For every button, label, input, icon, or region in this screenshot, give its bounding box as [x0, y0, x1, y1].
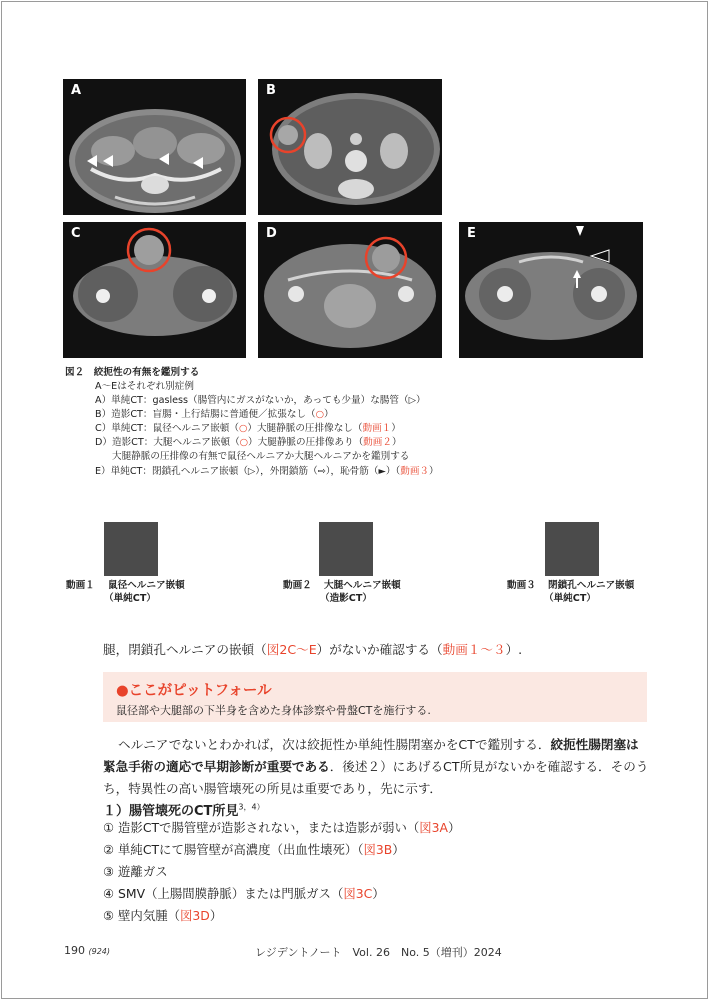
ct-scan-b	[258, 79, 442, 215]
video-1-link[interactable]: 動画１	[362, 423, 392, 434]
red-circle-mark: ○	[239, 437, 249, 448]
video-1-title: 鼠径ヘルニア嵌頓	[108, 580, 185, 591]
figure-title: 絞扼性の有無を鑑別する	[93, 367, 200, 378]
page-number-value: 190	[64, 944, 85, 957]
list-text: ① 造影CTで腸管壁が造影されない，または造影が弱い（	[103, 820, 420, 835]
ct-scan-a	[63, 79, 246, 215]
ct-scan-c	[63, 222, 246, 358]
caption-b-end: ）	[323, 409, 334, 420]
list-text-end: ）	[372, 886, 385, 901]
video-1-thumbnail[interactable]	[104, 522, 158, 576]
caption-d-mid: ）大腿静脈の圧排像あり（	[248, 437, 364, 448]
figure-3b-link[interactable]: 図3B	[363, 842, 393, 857]
list-text-end: ）	[392, 842, 405, 857]
panel-letter: A	[71, 83, 82, 98]
journal-info: レジデントノート Vol. 26 No. 5（増刊）2024	[255, 946, 502, 959]
caption-e	[95, 465, 439, 478]
caption-c-mid: ）大腿静脈の圧排像なし（	[247, 423, 363, 434]
video-3-label: 動画３	[507, 580, 536, 591]
list-item	[103, 862, 168, 880]
original-page-number: (924)	[88, 947, 111, 956]
list-item	[103, 906, 222, 924]
caption-c	[95, 422, 401, 435]
list-text: ④ SMV（上腸間膜静脈）または門脈ガス（	[103, 886, 344, 901]
list-item	[103, 884, 385, 902]
paragraph-text: ヘルニアでないとわかれば，次は絞扼性か単純性腸閉塞かをCTで鑑別する．	[118, 737, 551, 752]
body-line	[103, 639, 522, 661]
caption-a: A）単純CT：gasless（腸管内にガスがないか，あっても少量）な腸管（▷）	[95, 395, 426, 406]
panel-letter: B	[266, 83, 276, 98]
caption-d-end: ）	[391, 437, 402, 448]
paragraph-line-2	[103, 756, 648, 778]
list-text-end: ）	[209, 908, 223, 923]
ct-image-a	[63, 79, 246, 215]
caption-b-text: B）造影CT：盲腸・上行結腸に普通便／拡張なし（	[95, 409, 316, 420]
ct-image-d	[258, 222, 442, 358]
ct-scan-e	[459, 222, 643, 358]
paragraph-line-3: ち，特異性の高い腸管壊死の所見は重要であり，先に示す．	[103, 781, 443, 796]
video-2-thumbnail[interactable]	[319, 522, 373, 576]
red-circle-mark: ○	[238, 423, 248, 434]
video-3-title: 閉鎖孔ヘルニア嵌頓	[548, 580, 635, 591]
figure-caption-title	[65, 366, 199, 379]
video-1-3-link[interactable]: 動画１～３	[442, 642, 506, 657]
caption-c-text: C）単純CT：鼠径ヘルニア嵌頓（	[95, 423, 239, 434]
body-text: ）.	[505, 642, 523, 657]
paragraph-bold: 緊急手術の適応で早期診断が重要である	[103, 759, 330, 774]
red-circle-mark: ○	[315, 409, 324, 420]
video-2-label: 動画２	[283, 580, 312, 591]
video-3-link[interactable]: 動画３	[400, 466, 430, 477]
caption-d-note: 大腿静脈の圧排像の有無で鼠径ヘルニアか大腿ヘルニアかを鑑別する	[112, 451, 410, 462]
figure-2ce-link[interactable]: 図2C～E	[266, 642, 317, 657]
panel-letter: D	[266, 226, 277, 241]
video-1-label: 動画１	[66, 580, 95, 591]
paragraph-text: ．後述２）にあげるCT所見がないかを確認する．そのう	[329, 759, 649, 774]
paragraph-bold: 絞扼性腸閉塞は	[550, 737, 639, 752]
pitfall-text: 鼠径部や大腿部の下半身を含めた身体診察や骨盤CTを施行する.	[116, 704, 431, 717]
caption-b	[95, 408, 334, 421]
caption-e-text: E）単純CT：閉鎖孔ヘルニア嵌頓（▷），外閉鎖筋（⇨），恥骨筋（►）（	[95, 466, 401, 477]
video-2-title: 大腿ヘルニア嵌頓	[324, 580, 401, 591]
list-text: ② 単純CTにて腸管壁が高濃度（出血性壊死）（	[103, 842, 364, 857]
section-title: １）腸管壊死のCT所見	[103, 804, 239, 819]
list-text-end: ）	[448, 820, 461, 835]
reference-superscript: 3，4）	[238, 802, 265, 812]
figure-number: 図２	[65, 367, 85, 378]
caption-d	[95, 436, 402, 449]
panel-letter: C	[71, 226, 81, 241]
caption-e-end: ）	[429, 466, 439, 477]
caption-sub: A～Eはそれぞれ別症例	[95, 381, 194, 392]
video-3-modality: （単純CT）	[544, 593, 596, 604]
caption-c-end: ）	[391, 423, 401, 434]
video-2-link[interactable]: 動画２	[363, 437, 392, 448]
list-text: ⑤ 壁内気腫（	[103, 908, 180, 923]
panel-letter: E	[467, 226, 476, 241]
figure-3c-link[interactable]: 図3C	[343, 886, 373, 901]
ct-image-c	[63, 222, 246, 358]
list-item	[103, 840, 405, 858]
video-3-thumbnail[interactable]	[545, 522, 599, 576]
ct-image-e	[459, 222, 643, 358]
pitfall-title: ●ここがピットフォール	[116, 683, 272, 699]
list-text: ③ 遊離ガス	[103, 864, 168, 879]
ct-scan-d	[258, 222, 442, 358]
section-heading	[103, 800, 265, 819]
ct-image-b	[258, 79, 442, 215]
body-text: ）がないか確認する（	[316, 642, 443, 657]
video-1-modality: （単純CT）	[104, 593, 156, 604]
video-2-modality: （造影CT）	[320, 593, 372, 604]
list-item	[103, 818, 460, 836]
caption-d-text: D）造影CT：大腿ヘルニア嵌頓（	[95, 437, 240, 448]
figure-3d-link[interactable]: 図3D	[180, 908, 210, 923]
figure-3a-link[interactable]: 図3A	[419, 820, 449, 835]
body-text: 腿，閉鎖孔ヘルニアの嵌頓（	[103, 642, 267, 657]
page-number	[64, 944, 110, 957]
paragraph-line-1	[118, 734, 639, 756]
